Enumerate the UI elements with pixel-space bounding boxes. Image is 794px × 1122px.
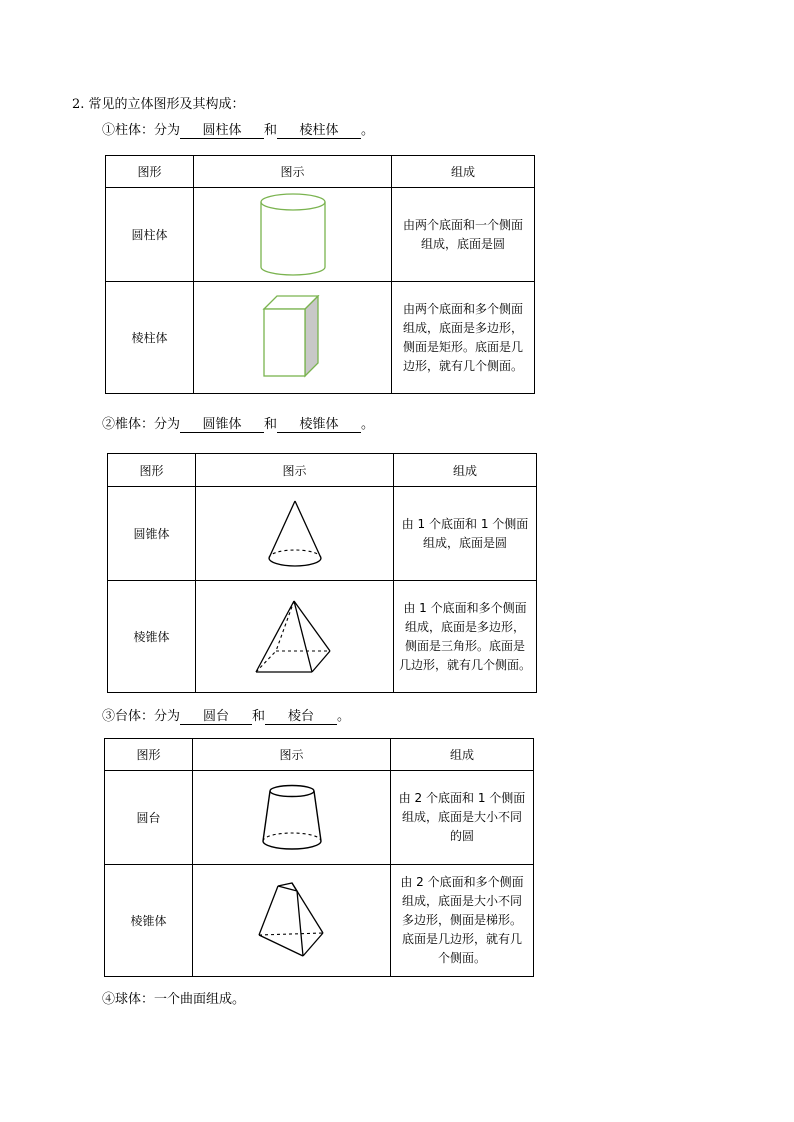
figure-cell: [194, 188, 392, 282]
desc-line: 由两个底面和一个侧面: [402, 217, 523, 232]
desc-line: 组成，底面是多边形，: [402, 320, 523, 335]
header-shape: 图形: [108, 454, 196, 487]
desc-line: 由 1 个底面和 1 个侧面: [401, 516, 529, 531]
desc-line: 组成，底面是大小不同: [401, 810, 522, 824]
prism-table: [105, 155, 535, 394]
desc-line: 侧面是三角形。底面是: [404, 638, 525, 653]
desc-line: 个侧面。: [437, 951, 486, 965]
intro-end: 。: [361, 123, 375, 138]
figure-cell: [193, 771, 391, 865]
intro-lead: ②椎体：分为: [102, 417, 181, 432]
desc-line: 由 1 个底面和多个侧面: [403, 600, 527, 615]
frustum-table: [104, 738, 534, 977]
intro-lead: ③台体：分为: [102, 709, 181, 724]
header-shape: 图形: [106, 156, 194, 188]
header-figure: 图示: [196, 454, 394, 487]
shape-name: 圆柱体: [106, 188, 194, 282]
header-shape: 图形: [105, 739, 193, 771]
answer-blank: 圆锥体: [180, 418, 264, 433]
composition-text: [392, 282, 535, 394]
frustum-pyramid-icon: [257, 881, 327, 961]
intro-end: 。: [361, 417, 375, 432]
shape-name: 棱锥体: [105, 865, 193, 977]
header-composition: 组成: [394, 454, 537, 487]
shape-name: 棱柱体: [106, 282, 194, 394]
answer-blank: 棱柱体: [277, 124, 361, 139]
cone-icon: [265, 498, 325, 570]
composition-text: [391, 771, 534, 865]
pyramid-icon: [254, 598, 336, 676]
intro-mid: 和: [252, 709, 266, 724]
desc-line: 边形，就有几个侧面。: [402, 358, 523, 373]
sphere-note: ④球体：一个曲面组成。: [102, 992, 246, 1007]
desc-line: 侧面是矩形。底面是几: [402, 339, 523, 354]
answer-blank: 棱台: [265, 710, 337, 725]
intro-end: 。: [337, 709, 351, 724]
desc-line: 组成，底面是圆: [420, 236, 505, 251]
figure-cell: [194, 282, 392, 394]
figure-cell: [196, 487, 394, 581]
frustum-intro: [102, 709, 350, 725]
figure-cell: [196, 581, 394, 693]
desc-line: 多边形，侧面是梯形。: [401, 913, 522, 927]
figure-cell: [193, 865, 391, 977]
header-figure: 图示: [193, 739, 391, 771]
answer-blank: 棱锥体: [277, 418, 361, 433]
composition-text: [392, 188, 535, 282]
desc-line: 组成，底面是大小不同: [401, 894, 522, 908]
desc-line: 底面是几边形，就有几: [401, 932, 522, 946]
intro-mid: 和: [264, 417, 278, 432]
pyramid-table: [107, 453, 537, 693]
intro-lead: ①柱体：分为: [102, 123, 181, 138]
prism-icon: [261, 295, 325, 381]
desc-line: 由 2 个底面和 1 个侧面: [398, 791, 526, 805]
desc-line: 由两个底面和多个侧面: [402, 301, 523, 316]
shape-name: 圆台: [105, 771, 193, 865]
composition-text: [391, 865, 534, 977]
answer-blank: 圆台: [180, 710, 252, 725]
composition-text: [394, 581, 537, 693]
answer-blank: 圆柱体: [180, 124, 264, 139]
cone-pyramid-intro: [102, 417, 374, 433]
composition-text: [394, 487, 537, 581]
shape-name: 棱锥体: [108, 581, 196, 693]
section-heading: 2. 常见的立体图形及其构成：: [72, 97, 245, 112]
header-composition: 组成: [391, 739, 534, 771]
frustum-cone-icon: [260, 783, 324, 853]
header-composition: 组成: [392, 156, 535, 188]
desc-line: 组成，底面是多边形，: [404, 619, 525, 634]
desc-line: 几边形，就有几个侧面。: [398, 657, 531, 672]
intro-mid: 和: [264, 123, 278, 138]
cylinder-icon: [253, 191, 333, 279]
cylinder-prism-intro: [102, 123, 374, 139]
desc-line: 由 2 个底面和多个侧面: [400, 875, 524, 889]
desc-line: 的圆: [449, 829, 474, 843]
desc-line: 组成，底面是圆: [422, 535, 507, 550]
shape-name: 圆锥体: [108, 487, 196, 581]
header-figure: 图示: [194, 156, 392, 188]
